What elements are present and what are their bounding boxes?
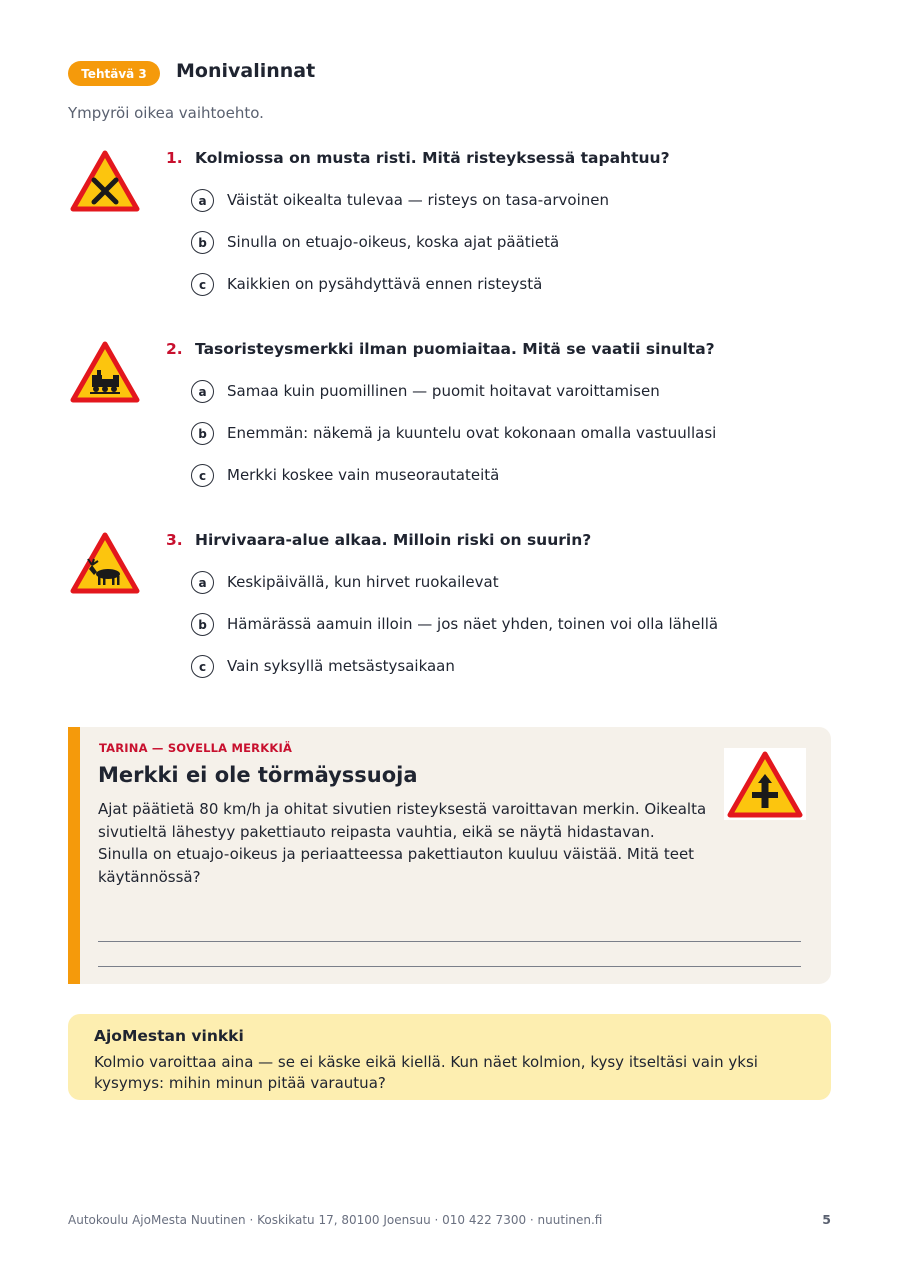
footer-contact: Autokoulu AjoMesta Nuutinen · Koskikatu 17, 80100 Joensuu · 010 422 7300 · nuutinen.fi: [68, 1213, 603, 1227]
option-text: Sinulla on etuajo-oikeus, koska ajat päätietä: [227, 233, 560, 251]
elk-warning-sign-icon: [70, 532, 140, 594]
option-circle-a[interactable]: a: [191, 380, 214, 403]
option-circle-c[interactable]: c: [191, 464, 214, 487]
question-text: Tasoristeysmerkki ilman puomiaitaa. Mitä se vaatii sinulta?: [195, 340, 715, 358]
question-number: 2.: [166, 340, 183, 358]
section-title: Monivalinnat: [176, 60, 316, 82]
story-body: Ajat päätietä 80 km/h ja ohitat sivutien risteyksestä varoittavan merkin. Oikealta sivutieltä lähestyy pakettiauto reipasta vauhtia, eikä se näytä hidastavan. Sinulla on etuajo-oikeus ja periaatteessa pakettiauton kuuluu väistää. Mitä teet käytännössä?: [98, 800, 707, 886]
question-text: Hirvivaara-alue alkaa. Milloin riski on suurin?: [195, 531, 592, 549]
option-circle-b[interactable]: b: [191, 613, 214, 636]
option-text: Keskipäivällä, kun hirvet ruokailevat: [227, 573, 499, 591]
page-number: 5: [822, 1212, 831, 1227]
option-text: Merkki koskee vain museorautateitä: [227, 466, 500, 484]
option-text: Vain syksyllä metsästysaikaan: [227, 657, 455, 675]
story-accent-bar: [68, 727, 80, 984]
tip-body: Kolmio varoittaa aina — se ei käske eikä kiellä. Kun näet kolmion, kysy itseltäsi vain yksi kysymys: mihin minun pitää varautua?: [94, 1053, 758, 1092]
option-text: Hämärässä aamuin illoin — jos näet yhden, toinen voi olla lähellä: [227, 615, 719, 633]
question-number: 3.: [166, 531, 183, 549]
option-circle-c[interactable]: c: [191, 273, 214, 296]
option-circle-b[interactable]: b: [191, 231, 214, 254]
level-crossing-sign-icon: [70, 341, 140, 403]
question-text: Kolmiossa on musta risti. Mitä risteyksessä tapahtuu?: [195, 149, 670, 167]
option-circle-c[interactable]: c: [191, 655, 214, 678]
instruction-text: Ympyröi oikea vaihtoehto.: [68, 104, 264, 122]
story-kicker: TARINA — SOVELLA MERKKIÄ: [99, 741, 293, 755]
story-title: Merkki ei ole törmäyssuoja: [98, 763, 418, 787]
tip-title: AjoMestan vinkki: [94, 1027, 244, 1045]
question-number: 1.: [166, 149, 183, 167]
option-text: Samaa kuin puomillinen — puomit hoitavat varoittamisen: [227, 382, 660, 400]
option-text: Kaikkien on pysähdyttävä ennen risteystä: [227, 275, 543, 293]
answer-line[interactable]: [98, 966, 801, 967]
option-text: Väistät oikealta tulevaa — risteys on tasa-arvoinen: [227, 191, 609, 209]
side-road-junction-sign-icon: [724, 748, 806, 820]
option-circle-a[interactable]: a: [191, 571, 214, 594]
answer-line[interactable]: [98, 941, 801, 942]
option-circle-a[interactable]: a: [191, 189, 214, 212]
option-text: Enemmän: näkemä ja kuuntelu ovat kokonaan omalla vastuullasi: [227, 424, 717, 442]
crossroads-warning-sign-icon: [70, 150, 140, 212]
task-badge: Tehtävä 3: [68, 61, 160, 86]
story-sign-frame: [724, 748, 806, 820]
option-circle-b[interactable]: b: [191, 422, 214, 445]
